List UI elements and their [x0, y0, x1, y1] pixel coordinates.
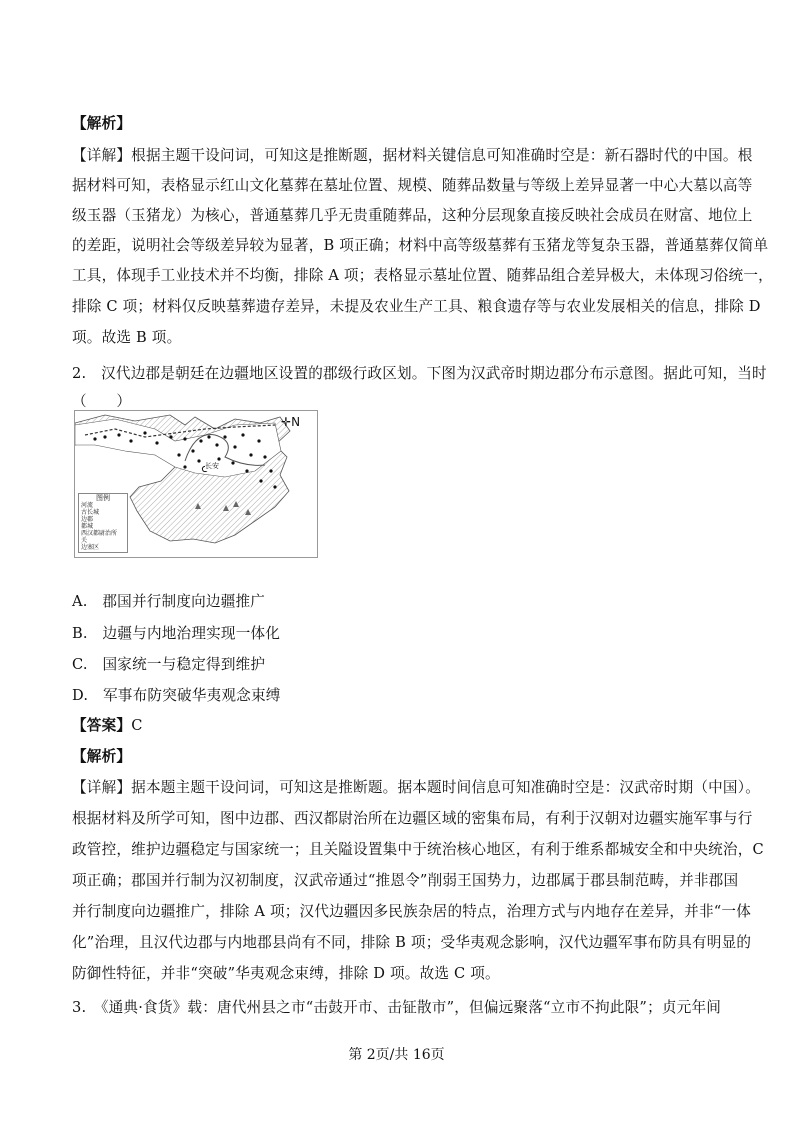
map-legend: [78, 493, 128, 553]
q1-detail-line-5: 工具，体现手工业技术并不均衡，排除 A 项；表格显示墓址位置、随葬品组合差异极大，未体现习俗统一，: [72, 267, 773, 284]
q2-detail-line-1: 【详解】据本题主题干设问词，可知这是推断题。据本题时间信息可知准确时空是：汉武帝时期（中国）。: [72, 779, 761, 796]
legend-item-commandery: 边郡: [81, 516, 94, 523]
legend-title: 图例: [96, 494, 110, 502]
q2-detail-line-2: 根据材料及所学可知，图中边郡、西汉都尉治所在边疆区域的密集布局，有利于汉朝对边疆实施军事与行: [72, 810, 753, 827]
q1-detail-line-2: 据材料可知，表格显示红山文化墓葬在墓址位置、规模、随葬品数量与等级上差异显著一中心大墓以高等: [72, 177, 753, 194]
q2-option-c: C. 国家统一与稳定得到维护: [72, 656, 266, 673]
page-footer: 第 2页/共 16页: [348, 1047, 445, 1063]
q2-option-a: A. 郡国并行制度向边疆推广: [72, 593, 266, 610]
q2-stem-blank: （ ）: [72, 393, 132, 410]
q2-answer-row: [72, 716, 732, 736]
legend-item-river: 河流: [81, 502, 94, 509]
q2-stem: 2. 汉代边郡是朝廷在边疆地区设置的郡级行政区划。下图为汉武帝时期边郡分布示意图。据此可知，当时: [72, 365, 767, 382]
q1-analysis-tag: 【解析】: [72, 115, 132, 132]
compass-north-label: N: [291, 415, 301, 429]
q1-detail-line-3: 级玉器（玉猪龙）为核心，普通墓葬几乎无贵重随葬品，这种分层现象直接反映社会成员在财富、地位上: [72, 207, 753, 224]
q1-detail-line-1: 【详解】根据主题干设问词，可知这是推断题，据材料关键信息可知准确时空是：新石器时代的中国。根: [72, 147, 753, 164]
q2-answer-value: C: [131, 717, 143, 734]
legend-item-frontier: 边塞区: [81, 544, 100, 551]
legend-item-commandant: 西汉都尉治所: [81, 530, 118, 537]
q2-analysis-tag: 【解析】: [72, 748, 132, 765]
q2-detail-line-3: 政管控，维护边疆稳定与国家统一；且关隘设置集中于统治核心地区，有利于维系都城安全和中央统治，C: [72, 841, 764, 858]
q2-detail-line-6: 化”治理，且汉代边郡与内地郡县尚有不同，排除 B 项；受华夷观念影响，汉代边疆军事布防具有明显的: [72, 934, 752, 951]
q2-option-b: B. 边疆与内地治理实现一体化: [72, 625, 281, 642]
q2-detail-line-4: 项正确；郡国并行制为汉初制度，汉武帝通过“推恩令”削弱王国势力，边郡属于郡县制范畴，并非郡国: [72, 872, 739, 889]
q1-detail-line-7: 项。故选 B 项。: [72, 329, 182, 346]
han-border-commandery-map: [74, 410, 318, 558]
legend-item-great-wall: 古长城: [81, 509, 100, 516]
q2-detail-line-7: 防御性特征，并非“突破”华夷观念束缚，排除 D 项。故选 C 项。: [72, 965, 500, 982]
legend-item-pass: 关: [81, 537, 88, 544]
q2-answer-tag: 【答案】: [72, 717, 132, 734]
legend-item-capital: 都城: [81, 523, 94, 530]
q3-stem: 3. 《通典·食货》载：唐代州县之市“击鼓开市、击钲散市”，但偏远聚落“立市不拘此限”；贞元年间: [72, 999, 722, 1016]
compass-icon: ✛N: [281, 415, 301, 429]
q2-detail-line-5: 并行制度向边疆推广，排除 A 项；汉代边疆因多民族杂居的特点，治理方式与内地存在差异，并非“一体: [72, 903, 752, 920]
q1-detail-line-6: 排除 C 项；材料仅反映墓葬遗存差异，未提及农业生产工具、粮食遗存等与农业发展相关的信息，排除 D: [72, 298, 761, 315]
q2-option-d: D. 军事布防突破华夷观念束缚: [72, 687, 281, 704]
q1-detail-line-4: 的差距，说明社会等级差异较为显著，B 项正确；材料中高等级墓葬有玉猪龙等复杂玉器，普通墓葬仅简单: [72, 237, 769, 254]
capital-label: 长安: [205, 462, 219, 470]
